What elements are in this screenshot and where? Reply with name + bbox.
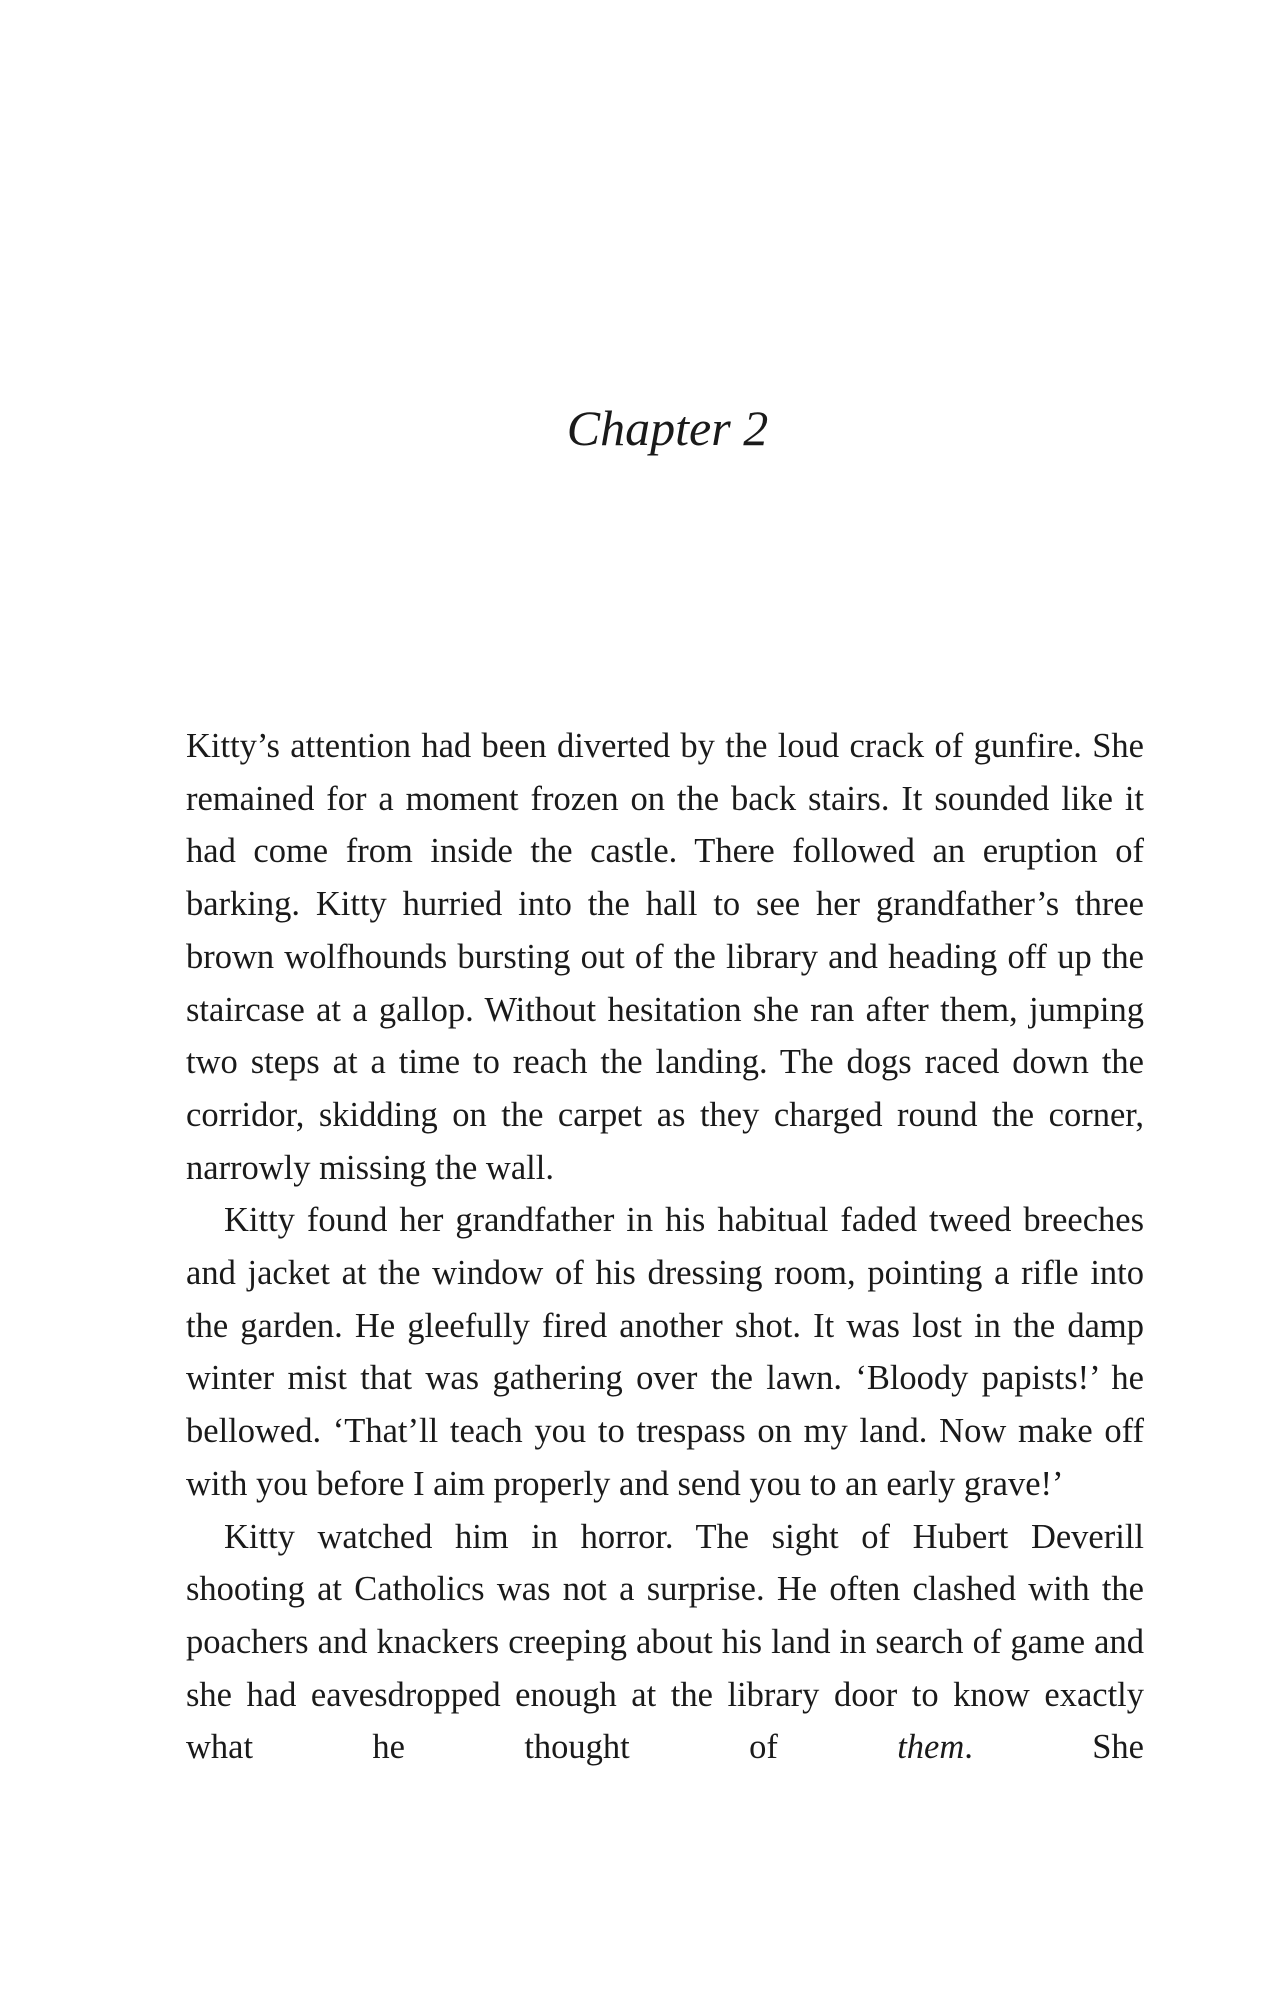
paragraph-2-text: Kitty found her grandfather in his habitual faded tweed breeches and jacket at the window of his dressing room, pointing a rifle into the garden. He gleefully fired another shot. It was lost in the damp winter mist that was gathering over the lawn. ‘Bloody papists!’ he bellowed. ‘That’ll teach you to trespass on my land. Now make off with you before I aim properly and send you to an early grave!’ [186,1201,1144,1503]
paragraph-3 [186,1511,1144,1775]
paragraph-3-text-end: . She [964,1728,1144,1767]
body-text [186,720,1144,1774]
paragraph-3-emphasis: them [897,1728,965,1767]
chapter-title: Chapter 2 [566,400,769,456]
paragraph-1 [186,720,1144,1194]
paragraph-1-text: Kitty’s attention had been diverted by the loud crack of gunfire. She remained for a moment frozen on the back stairs. It sounded like it had come from inside the castle. There followed an eruption of barking. Kitty hurried into the hall to see her grandfather’s three brown wolfhounds bursting out of the library and heading off up the staircase at a gallop. Without hesitation she ran after them, jumping two steps at a time to reach the landing. The dogs raced down the corridor, skidding on the carpet as they charged round the corner, narrowly missing the wall. [186,727,1144,1187]
paragraph-3-text: Kitty watched him in horror. The sight of Hubert Deverill shooting at Catholics was not a surprise. He often clashed with the poachers and knackers creeping about his land in search of game and she had eavesdropped enough at the library door to know exactly what he thought of [186,1517,1144,1767]
paragraph-2 [186,1194,1144,1510]
